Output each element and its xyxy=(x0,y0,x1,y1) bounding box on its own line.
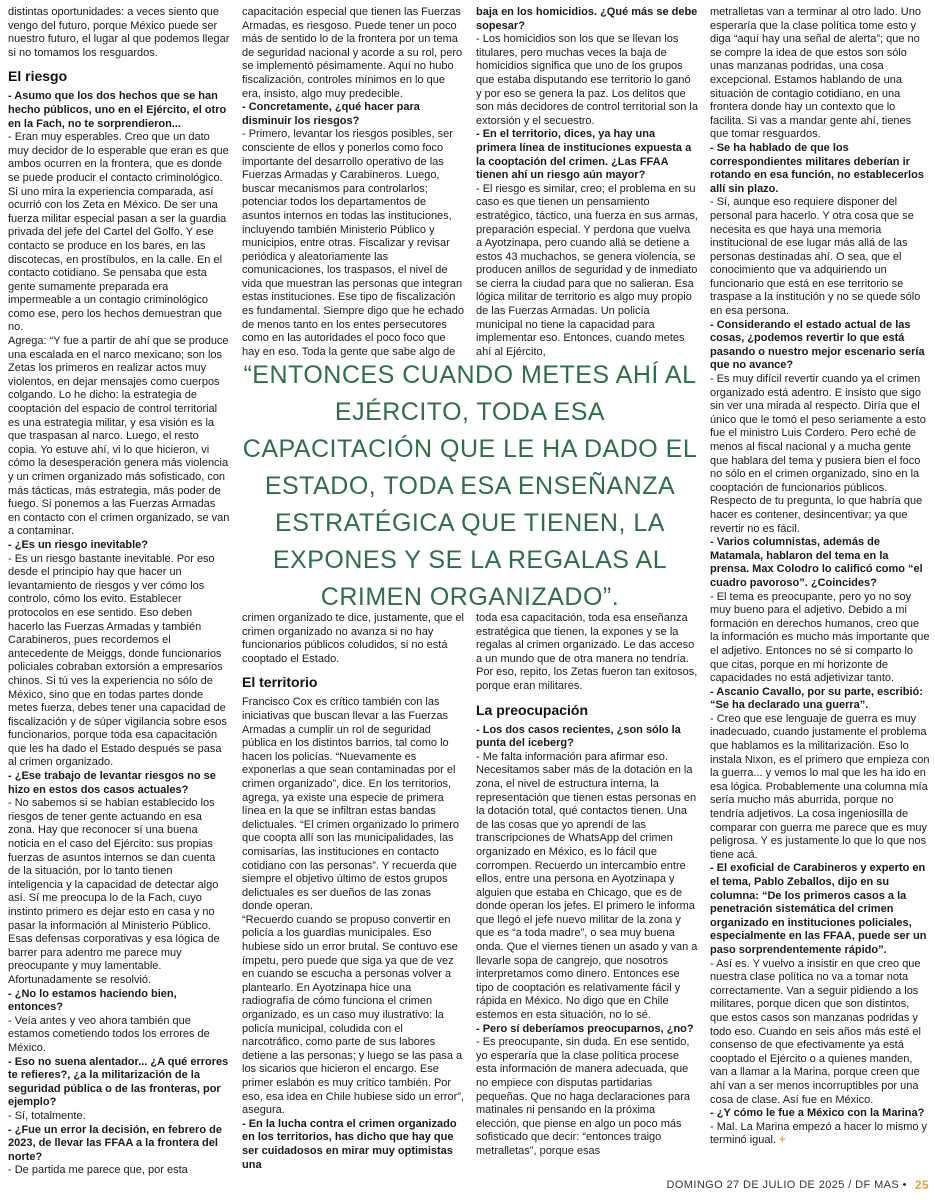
paragraph: capacitación especial que tienen las Fuerzas Armadas, es riesgoso. Puede tener un poco más de sentido lo de la frontera por un tema de seguridad nacional y acorde a su rol, pero se implementó pésimamente. Aquí no hubo fiscalización, controles mínimos en lo que era, insisto, algo muy predecible. xyxy=(242,6,463,100)
article-column-2-top xyxy=(242,6,464,366)
interview-question: - ¿Y cómo le fue a México con la Marina? xyxy=(710,1107,925,1120)
interview-question: - Los dos casos recientes, ¿son sólo la punta del iceberg? xyxy=(476,723,681,750)
interview-answer: - Sí, aunque eso requiere disponer del personal para hacerlo. Y otra cosa que se necesita es que haya una memoria institucional de ese lugar más allá de las personas destinadas ahí. O sea, que el conocimiento que va adquiriendo un funcionario que está en ese territorio se traspase a la institución y no se quede sólo en esa persona. xyxy=(710,196,921,318)
pull-quote xyxy=(238,360,702,611)
paragraph: crimen organizado te dice, justamente, que el crimen organizado no avanza si no hay funcionarios públicos coludidos, si no está cooptado el Estado. xyxy=(242,612,464,665)
interview-question: - En la lucha contra el crimen organizado en los territorios, has dicho que hay que ser cuidadosos en mirar muy optimistas una xyxy=(242,1117,457,1171)
paragraph: toda esa capacitación, toda esa enseñanza estratégica que tienen, la expones y se la regalas al crimen organizado. Le das acceso a un mundo que de otra manera no tendría. Por eso, repito, los Zetas fueron tan exitosos, porque eran militares. xyxy=(476,612,698,692)
interview-answer: - Es preocupante, sin duda. En ese sentido, yo esperaría que la clase política procese esta información de manera adecuada, que no empiece con disputas partidarias pequeñas. Que no haga declaraciones para matinales ni pensando en la próxima elección, que piense en algo un poco más sofisticado que decir: “entonces traigo metralletas”, porque esas xyxy=(476,1036,691,1157)
section-heading-la-preocupacion: La preocupación xyxy=(476,701,589,718)
article-column-1 xyxy=(8,6,230,1177)
interview-answer: - Los homicidios son los que se llevan los titulares, pero muchas veces la baja de homicidios significa que uno de los grupos que estaba disputando ese territorio lo ganó y por eso se genera la paz. Los delitos que son más decidores de control territorial son la extorsión y el secuestro. xyxy=(476,33,698,127)
article-column-4 xyxy=(710,6,930,1166)
end-of-article-mark: + xyxy=(779,1134,786,1147)
footer-date-publication: DOMINGO 27 DE JULIO DE 2025 / DF MAS • xyxy=(666,1179,907,1191)
interview-answer: - Es un riesgo bastante inevitable. Por eso desde el principio hay que hacer un levantamiento de riesgos y ver cómo los controlo, cómo los evito. Establecer protocolos en ese sentido. Eso deben hacerlo las Fuerzas Armadas y también Carabineros, pues recordemos el antecedente de Meiggs, donde funcionarios policiales cobraban extorsión a empresarios chinos. Si tú ves la experiencia no sólo de México, sino que en todas partes donde metes fuerza, debes tener una capacidad de fiscalización y de súper vigilancia sobre esos funcionarios, porque toda esa capacitación que les ha dado el Estado después se pasa al crimen organizado. xyxy=(8,552,227,769)
pull-quote-text: “ENTONCES CUANDO METES AHÍ AL EJÉRCITO, TODA ESA CAPACITACIÓN QUE LE HA DADO EL ESTADO, TODA ESA ENSEÑANZA ESTRATÉGICA QUE TIENEN, LA EXPONES Y SE LA REGALAS AL CRIMEN ORGANIZADO”. xyxy=(242,360,698,611)
interview-question: - ¿Ese trabajo de levantar riesgos no se hizo en estos dos casos actuales? xyxy=(8,770,216,796)
interview-question: - Pero sí deberíamos preocuparnos, ¿no? xyxy=(476,1022,694,1035)
interview-question: - ¿Fue un error la decisión, en febrero de 2023, de llevar las FFAA a la frontera del norte? xyxy=(8,1123,222,1163)
paragraph: Francisco Cox es crítico también con las iniciativas que buscan llevar a las Fuerzas Armadas a cumplir un rol de seguridad pública en los distintos barrios, tal como lo hacen los policías. “Nuevamente es exponerlas a que sean contaminadas por el crimen organizado”, dice. En los territorios, agrega, ya existe una especie de primera línea en la que se infiltran estas bandas delictuales. “El crimen organizado lo primero que coopta allí son las municipalidades, las comisarías, las instituciones en contacto cotidiano con las personas”. Y recuerda que siempre el objetivo último de estos grupos delictuales es ser dueños de las zonas donde operan. xyxy=(242,696,460,913)
section-heading-el-riesgo: El riesgo xyxy=(8,68,68,85)
interview-question: baja en los homicidios. ¿Qué más se debe sopesar? xyxy=(476,6,698,32)
interview-answer: - De partida me parece que, por esta xyxy=(8,1164,188,1177)
article-column-3-top xyxy=(476,6,698,366)
interview-question: - Eso no suena alentador... ¿A qué errores te refieres?, ¿a la militarización de la seguridad pública o de las fronteras, por ejemplo? xyxy=(8,1055,229,1109)
interview-answer: - Creo que ese lenguaje de guerra es muy inadecuado, cuando justamente el problema que hablamos es la militarización. Eso lo instala Nixon, es el primero que empieza con la guerra... y vemos lo mal que les ha ido en esa lógica. Probablemente una columna mía sería mucho más aburrida, porque no tendría adjetivos. La cosa ingeniosilla de comparar con guerra me parece que es muy peligrosa. Y es justamente lo que lo que nos tiene acá. xyxy=(710,712,930,861)
interview-question: - Asumo que los dos hechos que se han hecho públicos, uno en el Ejército, el otro en la Fach, no te sorprendieron... xyxy=(8,90,227,130)
interview-answer: - Es muy difícil revertir cuando ya el crimen organizado está adentro. E insisto que sigo sin ver una mirada al respecto. Diría que el único que le tomó el peso seriamente a esto fue el ministro Luis Cordero. Pero eché de menos al fiscal nacional y a mucha gente que hablara del tema y pusiera bien el foco no sólo en el crimen organizado, sino en la cooptación de funcionarios públicos. Respecto de tu pregunta, lo que habría que hacer es contener, desincentivar; ya que revertir no es fácil. xyxy=(710,373,926,535)
section-heading-el-territorio: El territorio xyxy=(242,674,318,691)
interview-question: - Varios columnistas, además de Matamala, hablaron del tema en la prensa. Max Colodro lo calificó como “el cuadro pavoroso”. ¿Coincides? xyxy=(710,536,923,589)
interview-question: - ¿No lo estamos haciendo bien, entonces? xyxy=(8,987,177,1014)
interview-answer: - El riesgo es similar, creo; el problema en su caso es que tienen un pensamiento estratégico, táctico, una fuerza en sus armas, preparación especial. Y perdona que vuelva a Ayotzinapa, pero cuando allá se detiene a estos 43 muchachos, se genera violencia, se producen anillos de seguridad y de inmediato se cierra la ciudad para que no salieran. Esa lógica militar de territorio es algo muy propio de las Fuerzas Armadas. Un policía municipal no tiene la capacidad para implementar eso. Entonces, cuando metes ahí al Ejército, xyxy=(476,182,698,358)
interview-answer: - Primero, levantar los riesgos posibles, ser consciente de ellos y ponerlos como foco importante del desarrollo operativo de las Fuerzas Armadas y Carabineros. Luego, buscar mecanismos para controlarlos; potenciar todos los departamentos de asuntos internos en todas las instituciones, incluyendo también Ministerio Público y municipios, entre otras. Fiscalizar y revisar periódica y aleatoriamente las comunicaciones, los traspasos, el nivel de vida que muestran las personas que integran estas instituciones. Ese tipo de fiscalización es fundamental. Siempre digo que he echado de menos tanto en los entes persecutores como en las autoridades el poco foco que hay en eso. Toda la gente que sabe algo de xyxy=(242,128,464,358)
interview-question: - El exoficial de Carabineros y experto en el tema, Pablo Zeballos, dijo en su columna: “De los primeros casos a la penetración sistemática del crimen organizado en instituciones policiales, especialmente en las FFAA, puede ser un paso sorprendentemente rápido”. xyxy=(710,862,927,956)
interview-answer: - Eran muy esperables. Creo que un dato muy decidor de lo esperable que eran es que ambos ocurren en la frontera, que es donde se puede producir el contacto criminológico. Si uno mira la experiencia comparada, así ocurrió con los Zeta en México. De ser una fuerza militar especial pasan a ser la guardia privada del jefe del Cartel del Golfo. Y ese contacto se produce en los bares, en las discotecas, en prostíbulos, en la calle. En el contacto cotidiano. Se pensaba que esta gente sumamente preparada era impermeable a un contagio criminológico como ese, pero los hechos demuestran que no. xyxy=(8,131,229,334)
paragraph: metralletas van a terminar al otro lado. Uno esperaría que la clase política tome esto y diga “aquí hay una señal de alerta”; que no se compre la idea de que estos son sólo unas manzanas podridas, una cosa excepcional. Estamos hablando de una situación de contagio cotidiano, en una frontera donde hay un contexto que lo facilita. Si vas a mandar gente ahí, tienes que tomar resguardos. xyxy=(710,6,921,141)
interview-answer: - El tema es preocupante, pero yo no soy muy bueno para el adjetivo. Debido a mi formación en derechos humanos, creo que la información es mucho más importante que el adjetivo. Entonces no sé si comparto lo que citas, porque en mi horizonte de capacidades no está adjetivizar tanto. xyxy=(710,590,930,685)
interview-answer: - Así es. Y vuelvo a insistir en que creo que nuestra clase política no va a tomar nota correctamente. Van a seguir pidiendo a los militares, porque dicen que son distintos, que estos casos son manzanas podridas y todo eso. Cuando en seis años más esté el consenso de que efectivamente ya está cooptado el Ejército o a quienes manden, van a llamar a la Marina, porque creen que ahí van a ser menos incorruptibles por una cosa de clase. Así fue en México. xyxy=(710,957,921,1106)
paragraph: Agrega: “Y fue a partir de ahí que se produce una escalada en el narco mexicano; son los Zetas los primeros en realizar actos muy violentos, en dejar mensajes como cuerpos colgando. Lo he dicho: la estrategia de cooptación del espacio de control territorial es una estrategia militar, y esa visión es la que traspasan al narco. Luego, el resto copia. Yo estuve ahí, vi lo que hicieron, vi cómo la desesperación genera más violencia y un crimen organizado más sofisticado, con más tácticas, más estrategia, más poder de fuego. Si ponemos a las Fuerzas Armadas en contacto con el crimen organizado, se van a contaminar. xyxy=(8,335,230,538)
article-column-3-bottom xyxy=(476,612,698,1166)
paragraph: distintas oportunidades: a veces siento que vengo del futuro, porque México puede ser nuestro futuro, el lugar al que podemos llegar si no tomamos los resguardos. xyxy=(8,6,230,59)
paragraph: “Recuerdo cuando se propuso convertir en policía a los guardias municipales. Eso hubiese sido un error brutal. Se contuvo ese ímpetu, pero puede que siga ya que de vez en cuando se escucha a personas volver a plantearlo. En Ayotzinapa hice una radiografía de cómo funciona el crimen organizado, es un caso muy ilustrativo: la policía municipal, coludida con el narcotráfico, como parte de sus labores detiene a las personas; y luego se las pasa a los sicarios que hicieron el encargo. Ese primer eslabón es muy crítico también. Por eso, esa idea en Chile hubiese sido un error”, asegura. xyxy=(242,913,464,1117)
final-answer-text: - Mal. La Marina empezó a hacer lo mismo y terminó igual. xyxy=(710,1120,928,1147)
interview-question: - ¿Es un riesgo inevitable? xyxy=(8,538,148,551)
interview-question: - Ascanio Cavallo, por su parte, escribió: “Se ha declarado una guerra”. xyxy=(710,685,923,712)
page-number: 25 xyxy=(914,1178,929,1192)
interview-answer xyxy=(710,1121,930,1148)
interview-question: - Considerando el estado actual de las cosas, ¿podemos revertir lo que está pasando o nuestro mejor escenario sería que no avance? xyxy=(710,318,925,372)
page-footer xyxy=(667,1176,930,1194)
interview-question: - Se ha hablado de que los correspondientes militares deberían ir rotando en esa función, no establecerlos allí sin plazo. xyxy=(710,141,924,195)
interview-answer: - Me falta información para afirmar eso. Necesitamos saber más de la dotación en la zona, el nivel de estructura interna, la representación que tienen estas personas en la dotación total, qué contactos tienen. Una de las cosas que yo aprendí de las transcripciones de WhatsApp del crimen organizado en México, es lo fácil que corrompen. Recuerdo un intercambio entre ellos, entre una persona en Ayotzinapa y alguien que estaba en Chicago, que es de donde operan los jefes. El primero le informa que llegó el jefe nuevo militar de la zona y que es “a toda madre”, o sea muy buena onda. Que el viernes tienen un asado y van a llevarle sopa de cangrejo, que nosotros interpretamos como dinero. Entonces ese tipo de cooptación es relativamente fácil y rápida en México. No digo que en Chile estemos en esta situación, no lo sé. xyxy=(476,750,698,1022)
interview-answer: - Veía antes y veo ahora también que estamos cometiendo todos los errores de México. xyxy=(8,1014,210,1054)
article-column-2-bottom xyxy=(242,612,464,1171)
interview-answer: - Sí, totalmente. xyxy=(8,1109,86,1122)
interview-question: - Concretamente, ¿qué hacer para disminuir los riesgos? xyxy=(242,101,420,127)
interview-question: - En el territorio, dices, ya hay una primera línea de instituciones expuesta a la cooptación del crimen. ¿Las FFAA tienen ahí un riesgo aún mayor? xyxy=(476,128,692,182)
interview-answer: - No sabemos si se habían establecido los riesgos de tener gente actuando en esa zona. Hay que reconocer sí una buena noticia en el caso del Ejército: sus propias fuerzas de asuntos internos se dan cuenta de la situación, por lo tanto tienen inteligencia y la capacidad de detectar algo así. Sí me preocupa lo de la Fach, cuyo instinto primero es dejar esto en casa y no pasar la información al Ministerio Público. Esas defensas corporativas y esa lógica de barrer para adentro me parece muy preocupante y muy lamentable. Afortunadamente se resolvió. xyxy=(8,797,220,986)
